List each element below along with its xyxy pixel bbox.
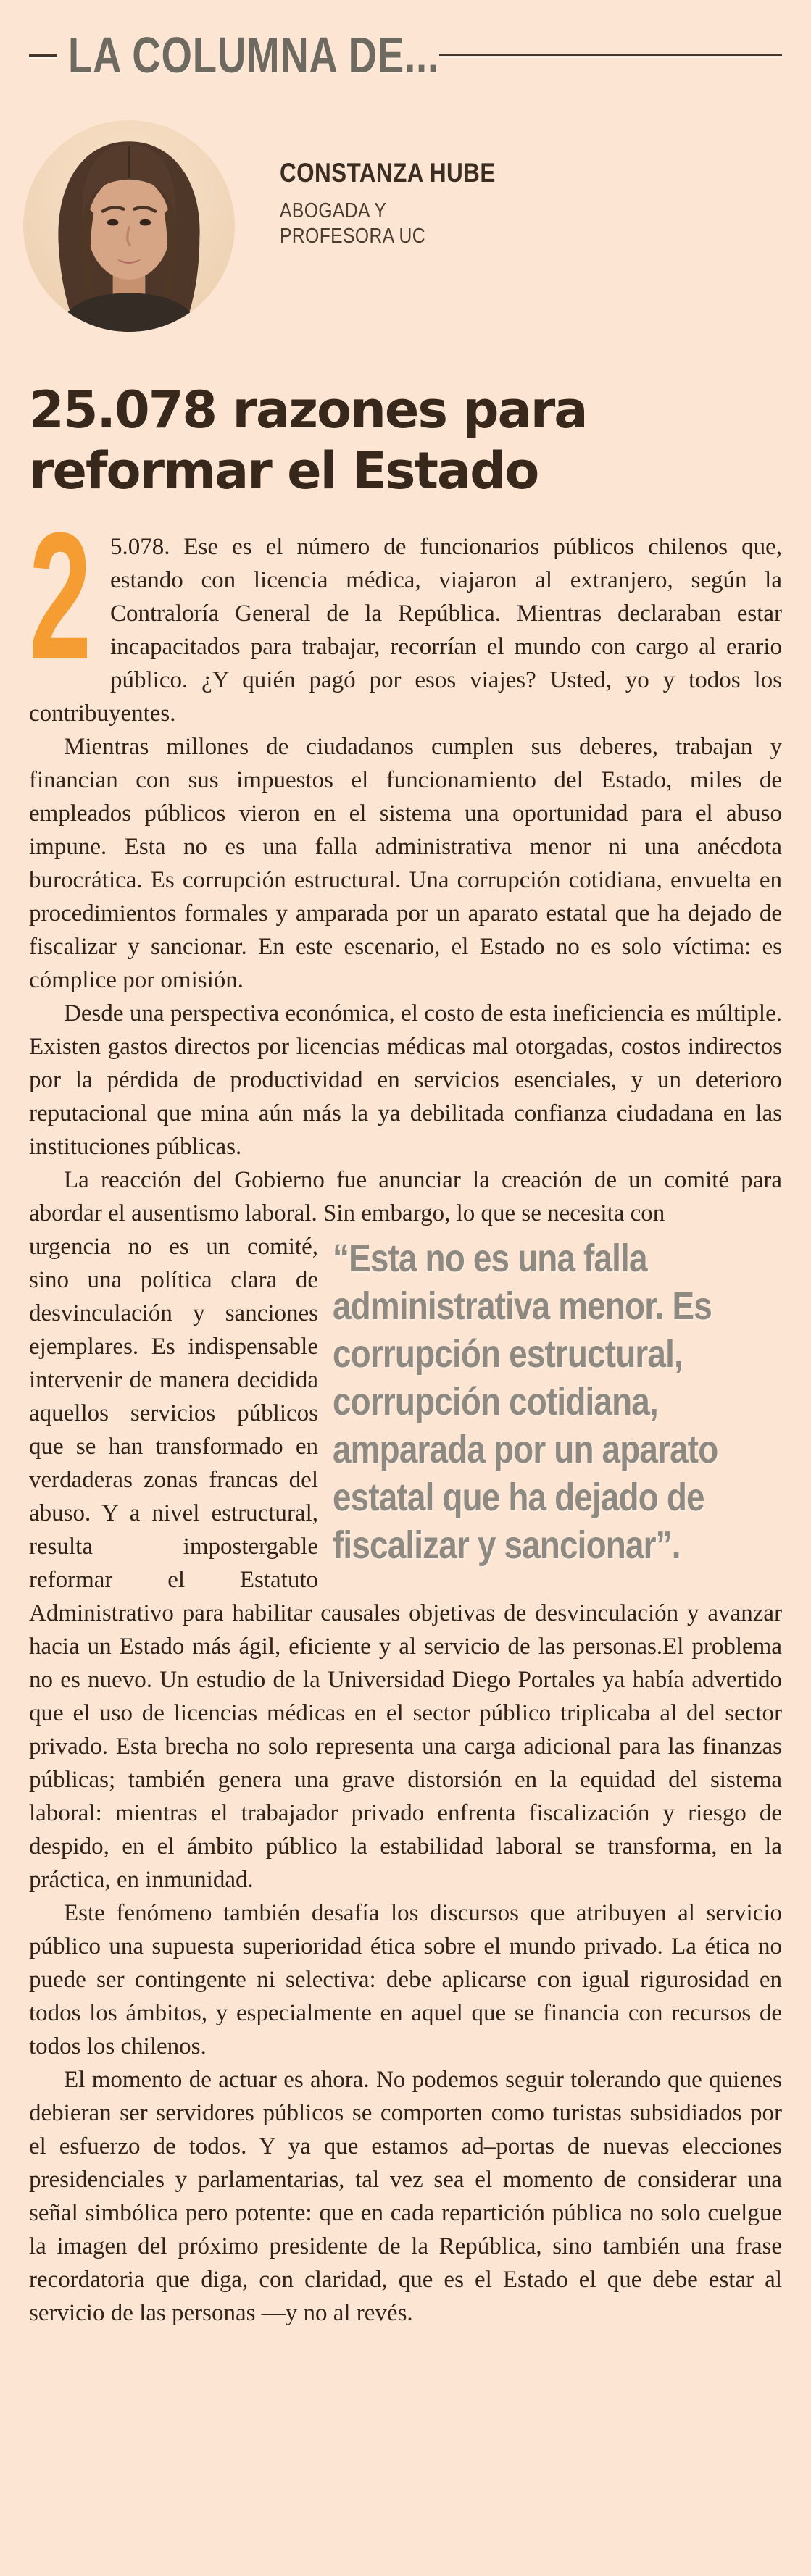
article-headline	[29, 380, 782, 501]
paragraph-4-intro: La reacción del Gobierno fue anunciar la creación de un comité para abordar el ausentismo laboral. Sin embargo, lo que se necesita con	[29, 1167, 782, 1226]
author-roles	[280, 198, 533, 249]
header-right-rule	[439, 54, 782, 56]
paragraph-5: Este fenómeno también desafía los discursos que atribuyen al servicio público una supuesta superioridad ética sobre el mundo privado. La ética no puede ser contingente ni selectiva: debe aplicarse con igual rigurosidad en todos los ámbitos, y especialmente en aquel que se financia con recursos de todos los chilenos.	[29, 1900, 782, 2059]
section-header	[29, 27, 782, 83]
pull-quote-text: “Esta no es una falla administrativa menor. Es corrupción estructural, corrupción cotidiana, amparada por un aparato estatal que ha dejado de fiscalizar y sancionar”.	[333, 1237, 718, 1567]
author-photo	[23, 117, 235, 335]
eye-right	[140, 219, 151, 226]
paragraph-2: Mientras millones de ciudadanos cumplen sus deberes, trabajan y financian con sus impuestos el funcionamiento del Estado, miles de empleados públicos vieron en el sistema una oportunidad para el abuso impune. Esta no es una falla administrativa menor ni una anécdota burocrática. Es corrupción estructural. Una corrupción cotidiana, envuelta en procedimientos formales y amparada por un aparato estatal que ha dejado de fiscalizar y sancionar. En este escenario, el Estado no es solo víctima: es cómplice por omisión.	[29, 734, 782, 993]
drop-cap	[29, 495, 99, 697]
headline-line2: reformar el Estado	[29, 441, 538, 501]
paragraph-4-rest: urgencia no es un comité, sino una política clara de desvinculación y sanciones ejemplares. Es indispensable intervenir de manera decidida aquellos servicios públicos que se han transformado en verdaderas zonas francas del abuso. Y a nivel estructural, resulta impostergable reformar el Estatuto Administrativo para habilitar causales objetivas de desvinculación y avanzar hacia un Estado más ágil, eficiente y al servicio de las personas.El problema no es nuevo. Un estudio de la Universidad Diego Portales ya había advertido que el uso de licencias médicas en el sector público triplicaba al del sector privado. Esta brecha no solo representa una carga adicional para las finanzas públicas; también genera una grave distorsión en la equidad del sistema laboral: mientras el trabajador privado enfrenta fiscalización y riesgo de despido, en el ámbito público la estabilidad laboral se transforma, en la práctica, en inmunidad.	[29, 1234, 782, 1893]
pull-quote	[333, 1234, 782, 1569]
paragraph-6: El momento de actuar es ahora. No podemos seguir tolerando que quienes debieran ser servidores públicos se comporten como turistas subsidiados por el esfuerzo de todos. Y ya que estamos ad–portas de nuevas elecciones presidenciales y parlamentarias, tal vez sea el momento de considerar una señal simbólica pero potente: que en cada repartición pública no solo cuelgue la imagen del próximo presidente de la República, sino también una frase recordatoria que diga, con claridad, que es el Estado el que debe estar al servicio de las personas —y no al revés.	[29, 2067, 782, 2326]
byline	[280, 158, 533, 294]
author-block	[29, 117, 782, 335]
paragraph-1	[29, 495, 782, 730]
paragraph-3: Desde una perspectiva económica, el costo de esta ineficiencia es múltiple. Existen gastos directos por licencias médicas mal otorgadas, costos indirectos por la pérdida de productividad en servicios esenciales, y un deterioro reputacional que mina aún más la ya debilitada confianza ciudadana en las instituciones públicas.	[29, 1000, 782, 1160]
paragraph-4-continued-wrap	[29, 1230, 782, 1897]
headline-line1: 25.078 razones para	[29, 380, 587, 440]
author-name: CONSTANZA HUBE	[280, 158, 496, 188]
author-portrait-illustration	[23, 117, 235, 335]
drop-cap-digit: 2	[29, 495, 92, 697]
article-body	[29, 495, 782, 2330]
author-role-line2: PROFESORA UC	[280, 225, 425, 248]
column-kicker: LA COLUMNA DE...	[68, 27, 439, 83]
author-role-line1: ABOGADA Y	[280, 199, 387, 222]
paragraph-1-text: 5.078. Ese es el número de funcionarios públicos chilenos que, estando con licencia médica, viajaron al extranjero, según la Contraloría General de la República. Mientras declaraban estar incapacitados para trabajar, recorrían el mundo con cargo al erario público. ¿Y quién pagó por esos viajes? Usted, yo y todos los contribuyentes.	[29, 534, 782, 727]
column-kicker-box	[68, 26, 439, 84]
header-left-rule	[29, 54, 57, 57]
eye-left	[107, 219, 119, 226]
